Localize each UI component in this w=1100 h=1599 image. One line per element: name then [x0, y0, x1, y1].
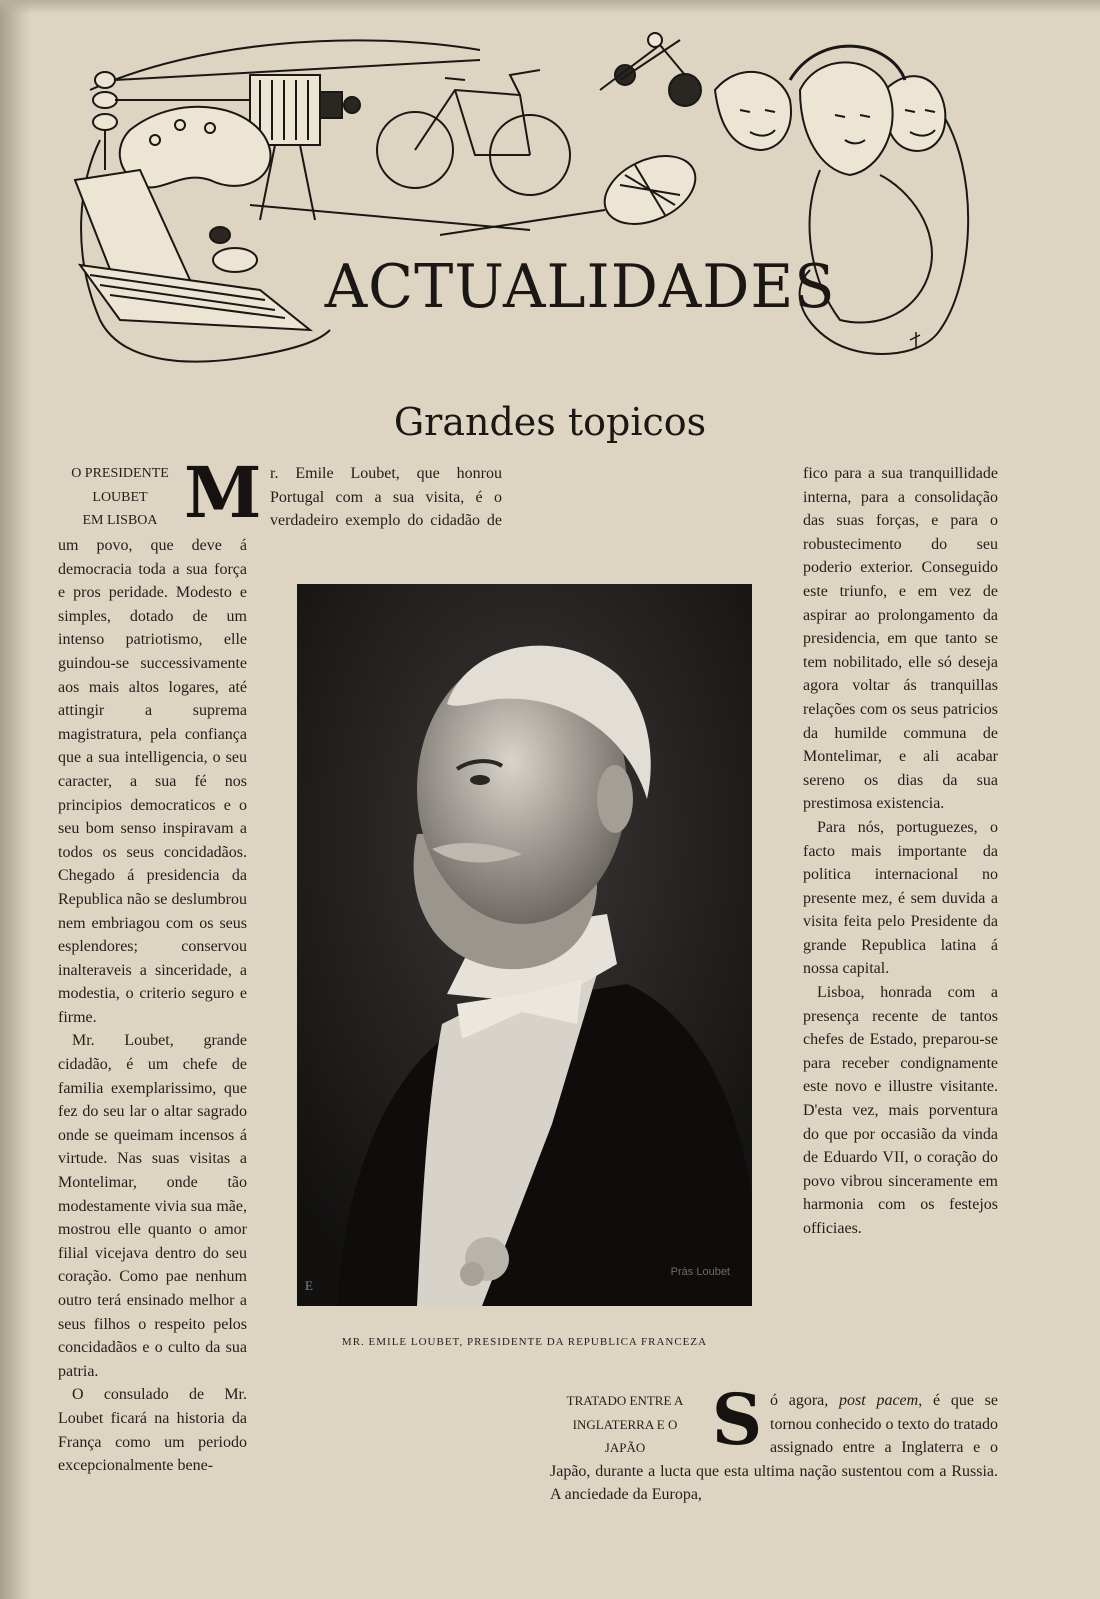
- portrait-caption: MR. EMILE LOUBET, PRESIDENTE DA REPUBLICA FRANCEZA: [341, 1336, 708, 1348]
- text-run: ó agora,: [770, 1392, 840, 1409]
- sidehead-line: JAPÃO: [604, 1440, 646, 1456]
- sidehead-line: LOUBET: [92, 489, 148, 505]
- sidehead-spacer: [58, 462, 208, 534]
- palette-icon: [120, 107, 530, 230]
- sidehead-tratado: [550, 1389, 700, 1460]
- portrait-photo: [297, 584, 752, 1306]
- sidehead-line: TRATADO ENTRE A: [566, 1393, 684, 1408]
- page-gutter-shadow: [0, 0, 30, 1599]
- text-run: , é que se tornou conhecido o texto do tratado assignado entre a Inglaterra e o Japão, durante a lucta que esta ultima nação sustentou com a Russia. A anciedade da Europa,: [550, 1392, 998, 1504]
- sidehead-line: INGLATERRA E O: [572, 1416, 678, 1432]
- sidehead-line: EM LISBOA: [82, 513, 158, 529]
- racket-icon: [440, 143, 706, 238]
- paragraph: Para nós, portuguezes, o facto mais importante da politica internacional no presente mez, é sem duvida a visita feita pelo Presidente da grande Republica latina á nossa capital.: [803, 818, 998, 978]
- header-illustration: [60, 20, 1000, 380]
- article-headline: Grandes topicos: [393, 400, 707, 444]
- dropcap-spacer: [208, 462, 270, 534]
- photo-credit: Prás Loubet: [670, 1266, 730, 1278]
- paragraph: Mr. Loubet, grande cidadão, é um chefe de familia exemplarissimo, que fez do seu lar o altar sagrado onde se queimam incensos á virtude. Nas suas visitas a Montelimar, onde tão modestamente vivia sua mãe, mostrou elle quanto o amor filial vicejava dentro do seu coração. Como pae nenhum outro terá ensinado melhor a seus filhos o respeito pelos concidadãos e o culto da sua patria.: [58, 1032, 247, 1380]
- page-top-shadow: [0, 0, 1100, 14]
- text-run-italic: post pacem: [839, 1392, 919, 1409]
- section-title-actualidades: ACTUALIDADES: [324, 252, 836, 322]
- bicycle-icon: [377, 70, 570, 195]
- molecule-icon: [600, 33, 701, 106]
- paragraph: O consulado de Mr. Loubet ficará na historia da França como um periodo excepcionalmente bene-: [58, 1386, 247, 1475]
- portrait-figure-icon: [297, 584, 752, 1306]
- section-tratado: [550, 1378, 998, 1507]
- paragraph: Lisboa, honrada com a presença recente de tantos chefes de Estado, preparou-se para receber condignamente este novo e illustre visitante. D'esta vez, mais porventura do que por occasião da vinda de Eduardo VII, o coração do povo vibrou sinceramente em harmonia com os festejos officiaes.: [803, 984, 998, 1237]
- sidehead-line: O PRESIDENTE: [71, 466, 169, 481]
- paragraph: r. Emile Loubet, que honrou Portugal com a sua visita, é o verdadeiro exemplo do cidadão de um povo, que deve á democracia toda a sua força e pros peridade. Modesto e simples, dotado de um intenso patriotismo, elle guindou-se successivamente aos mais altos logares, até attingir a suprema magistratura, pela confiança que a sua intelligencia, o seu caracter, a sua fé nos principios democraticos e o seu bom senso inspiravam a todos os seus concidadãos. Chegado á presidencia da Republica não se deslumbrou nem embriagou com os seus esplendores; conservou inalteraveis a sinceridade, a modestia, o criterio seguro e firme.: [58, 465, 502, 1026]
- photo-signature: E: [305, 1278, 313, 1293]
- dropcap-s: S: [711, 1378, 763, 1461]
- dropcap-m: M: [184, 451, 262, 534]
- paragraph: fico para a sua tranquillidade interna, para a consolidação das suas forças, e para o robustecimento do seu poderio exterior. Conseguido este triunfo, e em vez de aspirar ao prolongamento da presidencia, em que tanto se tem nobilitado, elle só deseja agora voltar ás tranquillas relações com os seus patricios da humilde communa de Montelimar, e ali acabar sereno os dias da sua prestimosa existencia.: [803, 465, 998, 813]
- book-icon: [75, 170, 310, 330]
